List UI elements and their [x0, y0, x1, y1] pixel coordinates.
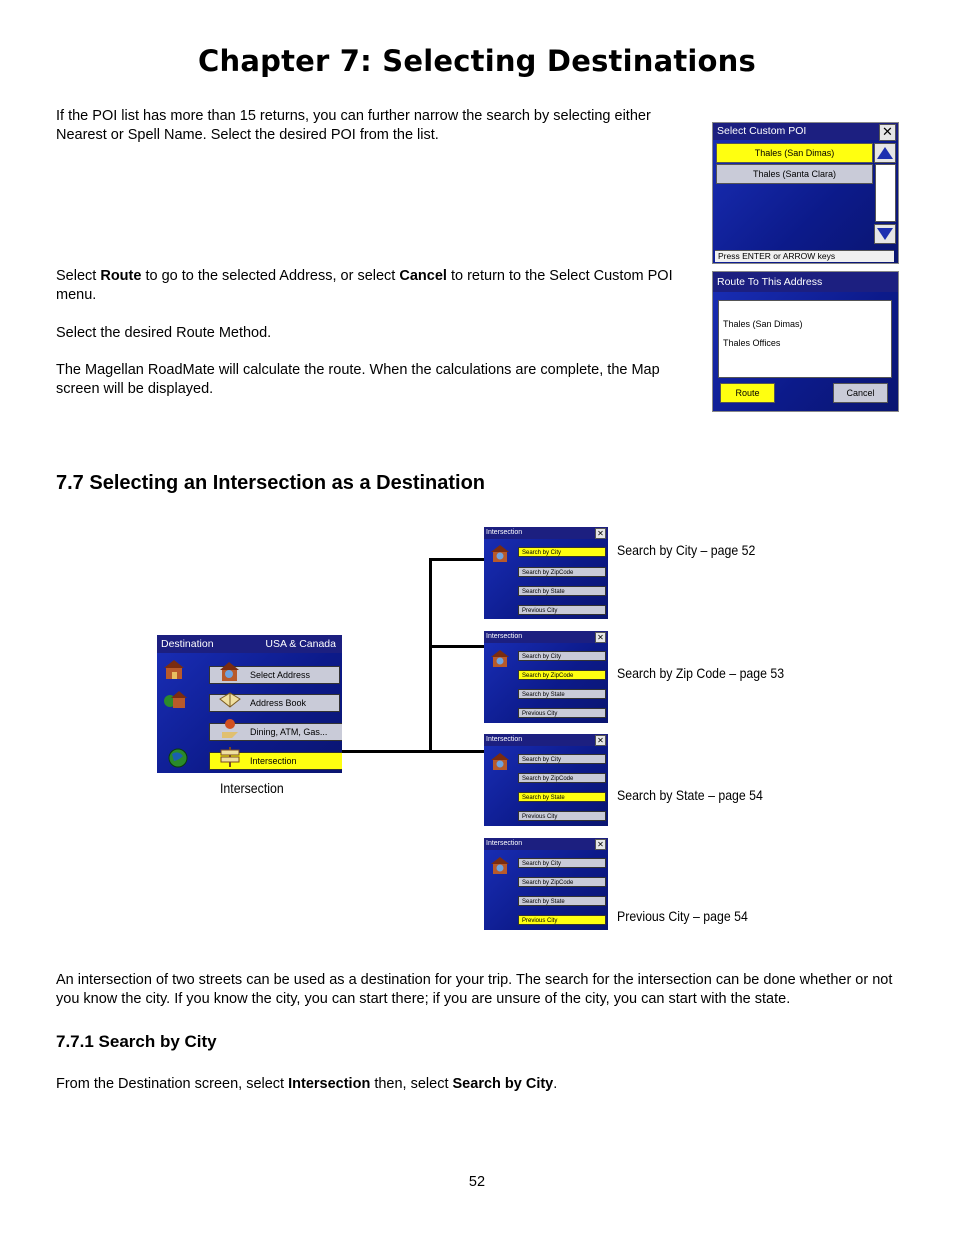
- signpost-icon: [218, 745, 242, 767]
- address-line: Thales Offices: [723, 338, 781, 348]
- caption-search-by-zip: Search by Zip Code – page 53: [617, 665, 785, 681]
- screen-title: Select Custom POI: [713, 123, 898, 140]
- paragraph-search-by-city: [56, 1075, 901, 1094]
- menu-item-search-by-city[interactable]: Search by City: [518, 754, 606, 764]
- close-icon[interactable]: ✕: [595, 632, 606, 643]
- intersection-screen-city: [484, 527, 608, 619]
- connector-line: [342, 750, 485, 753]
- menu-item-intersection[interactable]: [209, 752, 342, 770]
- page-number: 52: [468, 1174, 486, 1190]
- paragraph-poi: If the POI list has more than 15 returns, you can further narrow the search by selecting either Nearest or Spell Name. Select the desired POI from the list.: [56, 108, 651, 143]
- house-tree-icon: [163, 688, 187, 710]
- destination-screen: [157, 635, 342, 773]
- paragraph-route-method: Select the desired Route Method.: [56, 325, 272, 341]
- menu-item-search-by-state[interactable]: Search by State: [518, 896, 606, 906]
- bold-route: Route: [100, 268, 142, 284]
- text: to go to the selected Address, or select: [141, 268, 400, 284]
- subsection-heading: 7.7.1 Search by City: [56, 1032, 217, 1051]
- title-text: Destination: [161, 638, 214, 650]
- close-icon[interactable]: ✕: [595, 735, 606, 746]
- menu-item-search-by-state[interactable]: Search by State: [518, 689, 606, 699]
- menu-item-search-by-zipcode[interactable]: Search by ZipCode: [518, 567, 606, 577]
- bold-search-by-city: Search by City: [452, 1076, 554, 1092]
- menu-item-search-by-city[interactable]: Search by City: [518, 858, 606, 868]
- section-heading: 7.7 Selecting an Intersection as a Destination: [56, 472, 486, 494]
- close-icon[interactable]: ✕: [595, 839, 606, 850]
- screen-title: Intersection: [484, 734, 608, 746]
- menu-label: Dining, ATM, Gas...: [250, 727, 328, 737]
- menu-item-search-by-city[interactable]: Search by City: [518, 547, 606, 557]
- house-search-icon: [490, 752, 512, 772]
- caption-previous-city: Previous City – page 54: [617, 908, 748, 924]
- house-search-icon: [490, 649, 512, 669]
- connector-line: [429, 558, 432, 753]
- address-line: Thales (San Dimas): [723, 319, 803, 329]
- intersection-screen-zip: [484, 631, 608, 723]
- screen-title: Route To This Address: [713, 272, 898, 292]
- connector-line: [429, 645, 485, 648]
- menu-item-previous-city[interactable]: Previous City: [518, 708, 606, 718]
- text: From the Destination screen, select: [56, 1076, 289, 1092]
- house-icon: [490, 544, 512, 564]
- paragraph-route: [56, 267, 676, 305]
- scroll-up-icon[interactable]: [874, 143, 896, 163]
- status-bar: Press ENTER or ARROW keys: [715, 250, 894, 262]
- destination-caption: Intersection: [220, 780, 284, 796]
- paragraph-calculate: The Magellan RoadMate will calculate the route. When the calculations are complete, the Map screen will be displayed.: [56, 362, 660, 397]
- text: .: [553, 1076, 558, 1092]
- chapter-title: Chapter 7: Selecting Destinations: [198, 44, 756, 78]
- menu-item-search-by-zipcode[interactable]: Search by ZipCode: [518, 877, 606, 887]
- cancel-button[interactable]: Cancel: [833, 383, 888, 403]
- poi-pin-icon: [218, 716, 242, 738]
- scrollbar-track[interactable]: [875, 164, 896, 222]
- intersection-screen-state: [484, 734, 608, 826]
- menu-item-select-address[interactable]: [209, 666, 340, 684]
- house-search-icon: [490, 856, 512, 876]
- route-button[interactable]: Route: [720, 383, 775, 403]
- menu-label: Address Book: [250, 698, 307, 708]
- flag-house-icon: [163, 659, 187, 681]
- text: to return to the Select Custom POI menu.: [56, 268, 673, 303]
- route-to-address-screen: [712, 271, 899, 412]
- menu-item-previous-city[interactable]: Previous City: [518, 811, 606, 821]
- bold-intersection: Intersection: [288, 1076, 371, 1092]
- screen-title: Intersection: [484, 631, 608, 643]
- menu-item-address-book[interactable]: [209, 694, 340, 712]
- menu-item-search-by-zipcode[interactable]: Search by ZipCode: [518, 773, 606, 783]
- text: Select: [56, 268, 101, 284]
- house-icon: [218, 661, 242, 683]
- menu-item-search-by-zipcode[interactable]: Search by ZipCode: [518, 670, 606, 680]
- scroll-down-icon[interactable]: [874, 224, 896, 244]
- menu-item-dining[interactable]: [209, 723, 342, 741]
- menu-item-search-by-city[interactable]: Search by City: [518, 651, 606, 661]
- address-box: [718, 300, 892, 378]
- connector-line: [429, 558, 485, 561]
- region-text: USA & Canada: [265, 638, 336, 650]
- screen-title: Intersection: [484, 838, 608, 850]
- poi-item[interactable]: Thales (San Dimas): [716, 143, 873, 163]
- book-icon: [218, 689, 242, 711]
- intersection-screen-previous-city: [484, 838, 608, 930]
- select-custom-poi-screen: [712, 122, 899, 264]
- menu-item-search-by-state[interactable]: Search by State: [518, 792, 606, 802]
- caption-search-by-city: Search by City – page 52: [617, 542, 756, 558]
- close-icon[interactable]: ✕: [595, 528, 606, 539]
- paragraph-intersection: An intersection of two streets can be used as a destination for your trip. The search for the intersection can be done whether or not you know the city. If you know the city, you can start there; if you are unsure of the city, you can start with the state.: [56, 972, 893, 1007]
- screen-title: Intersection: [484, 527, 608, 539]
- text: then, select: [370, 1076, 453, 1092]
- poi-item[interactable]: Thales (Santa Clara): [716, 164, 873, 184]
- close-icon[interactable]: ✕: [879, 124, 896, 141]
- menu-item-previous-city[interactable]: Previous City: [518, 915, 606, 925]
- screen-title: [157, 635, 342, 653]
- menu-item-previous-city[interactable]: Previous City: [518, 605, 606, 615]
- menu-label: Select Address: [250, 670, 311, 680]
- caption-search-by-state: Search by State – page 54: [617, 787, 763, 803]
- menu-label: Intersection: [250, 756, 297, 766]
- globe-icon: [167, 748, 191, 770]
- menu-item-search-by-state[interactable]: Search by State: [518, 586, 606, 596]
- bold-cancel: Cancel: [399, 268, 447, 284]
